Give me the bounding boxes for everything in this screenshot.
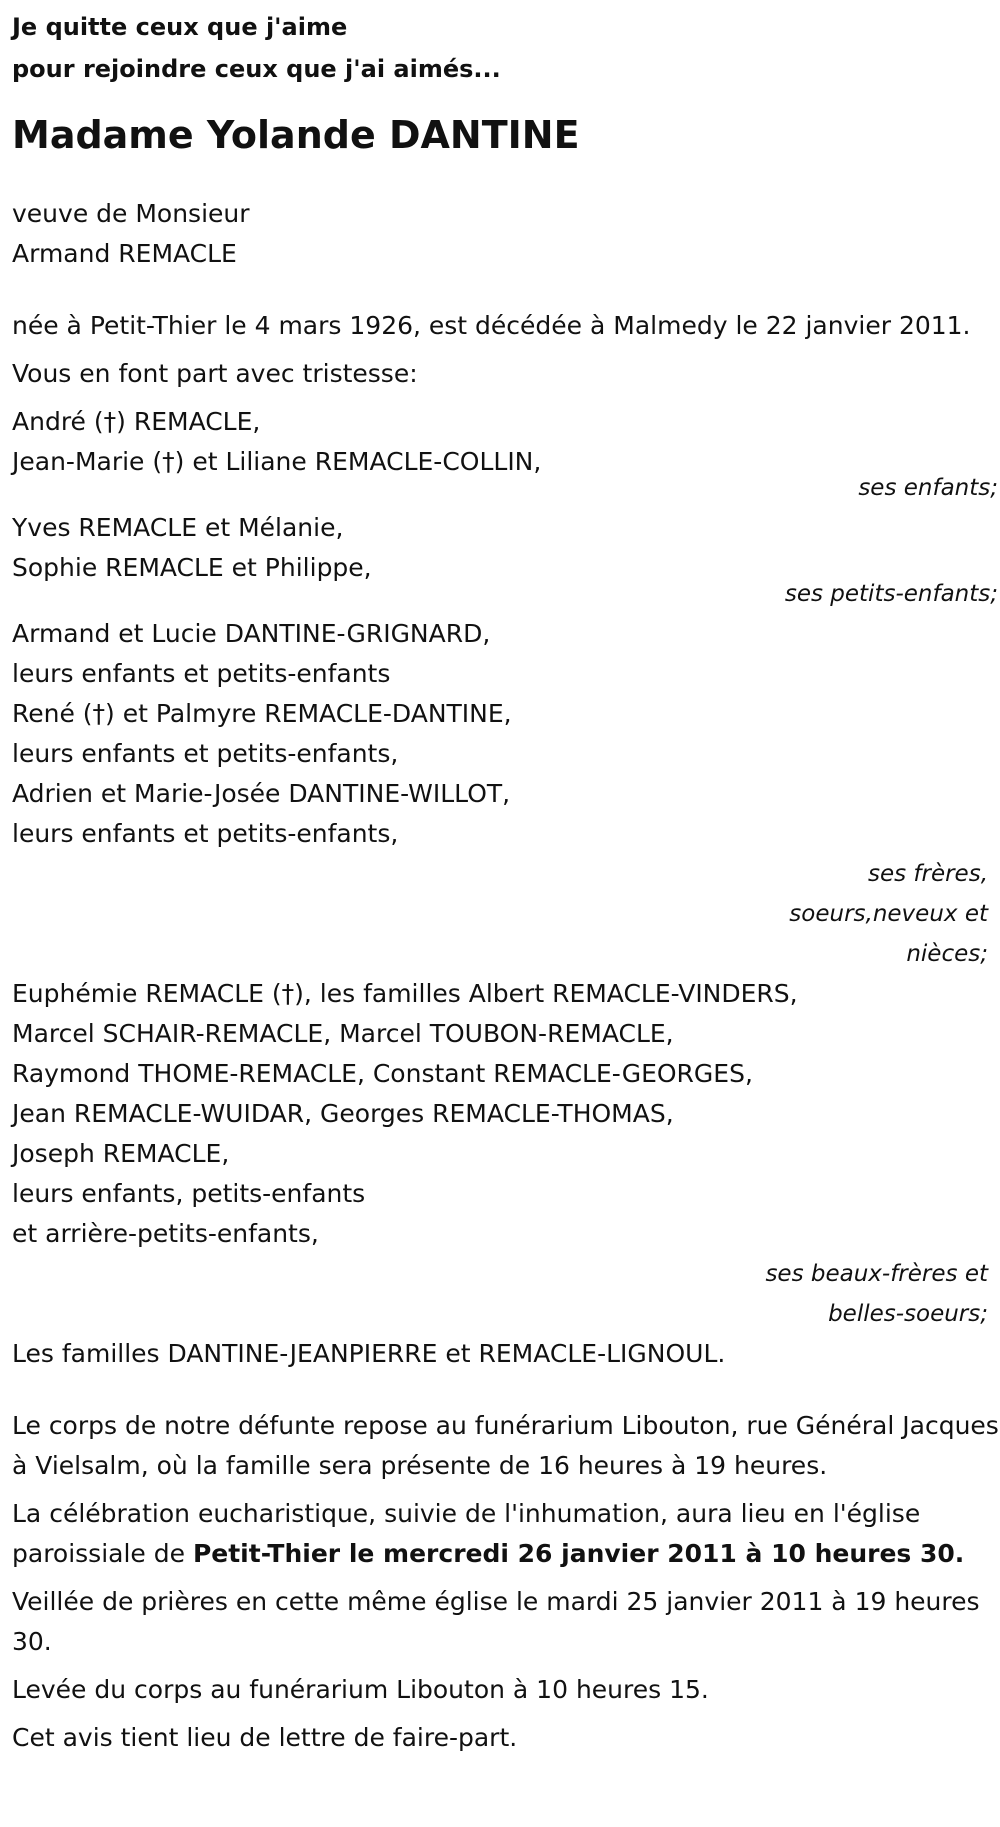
epitaph — [12, 6, 988, 90]
siblings-line: leurs enfants et petits-enfants — [12, 659, 391, 688]
children-line: André (†) REMACLE, — [12, 407, 261, 436]
levee-text: Levée du corps au funérarium Libouton à 10 heures 15. — [12, 1675, 709, 1704]
siblings-role-line: ses frères, — [867, 861, 988, 887]
siblings-role — [758, 854, 988, 974]
widow-line-2: Armand REMACLE — [12, 239, 237, 268]
birth-death-text: née à Petit-Thier le 4 mars 1926, est décédée à Malmedy le 22 janvier 2011. — [12, 311, 971, 340]
inlaws-line: Jean REMACLE-WUIDAR, Georges REMACLE-THOMAS, — [12, 1099, 674, 1128]
inlaws-line: et arrière-petits-enfants, — [12, 1219, 319, 1248]
siblings-role-line: soeurs,neveux et — [789, 901, 988, 927]
siblings-line: leurs enfants et petits-enfants, — [12, 739, 399, 768]
widow-of — [12, 194, 1000, 274]
inlaws-line: leurs enfants, petits-enfants — [12, 1179, 366, 1208]
inlaws-line: Raymond THOME-REMACLE, Constant REMACLE-GEORGES, — [12, 1059, 753, 1088]
grandchildren-line: Yves REMACLE et Mélanie, — [12, 513, 344, 542]
siblings-line: René (†) et Palmyre REMACLE-DANTINE, — [12, 699, 512, 728]
siblings-role-line: nièces; — [906, 941, 988, 967]
siblings-block — [12, 614, 1000, 854]
epitaph-line-1: Je quitte ceux que j'aime — [12, 13, 348, 41]
inlaws-role-line: belles-soeurs; — [828, 1301, 988, 1327]
siblings-line: leurs enfants et petits-enfants, — [12, 819, 399, 848]
inlaws-line: Joseph REMACLE, — [12, 1139, 230, 1168]
announce-text: Vous en font part avec tristesse: — [12, 359, 418, 388]
siblings-line: Adrien et Marie-Josée DANTINE-WILLOT, — [12, 779, 511, 808]
deceased-name: Madame Yolande DANTINE — [12, 113, 580, 157]
inlaws-role — [728, 1254, 988, 1334]
grandchildren-line: Sophie REMACLE et Philippe, — [12, 553, 372, 582]
notice-text: Cet avis tient lieu de lettre de faire-part. — [12, 1723, 518, 1752]
ceremony-details: Petit-Thier le mercredi 26 janvier 2011 à 10 heures 30. — [192, 1539, 965, 1568]
rest-text: Le corps de notre défunte repose au funérarium Libouton, rue Général Jacques à Vielsalm, où la famille sera présente de 16 heures à 19 heures. — [12, 1411, 999, 1480]
inlaws-role-line: ses beaux-frères et — [765, 1261, 988, 1287]
children-role: ses enfants; — [858, 475, 998, 501]
epitaph-line-2: pour rejoindre ceux que j'ai aimés... — [12, 55, 501, 83]
families-text: Les familles DANTINE-JEANPIERRE et REMACLE-LIGNOUL. — [12, 1339, 726, 1368]
inlaws-block — [12, 974, 1000, 1254]
grandchildren-role: ses petits-enfants; — [784, 581, 998, 607]
inlaws-line: Marcel SCHAIR-REMACLE, Marcel TOUBON-REMACLE, — [12, 1019, 674, 1048]
siblings-line: Armand et Lucie DANTINE-GRIGNARD, — [12, 619, 491, 648]
ceremony-prefix: La célébration eucharistique, suivie de l'inhumation, aura lieu en l'église paroissiale de — [12, 1499, 921, 1568]
inlaws-line: Euphémie REMACLE (†), les familles Albert REMACLE-VINDERS, — [12, 979, 798, 1008]
children-line: Jean-Marie (†) et Liliane REMACLE-COLLIN, — [12, 447, 542, 476]
widow-line-1: veuve de Monsieur — [12, 199, 250, 228]
ceremony-text — [12, 1494, 1000, 1574]
vigil-text: Veillée de prières en cette même église le mardi 25 janvier 2011 à 19 heures 30. — [12, 1587, 980, 1656]
